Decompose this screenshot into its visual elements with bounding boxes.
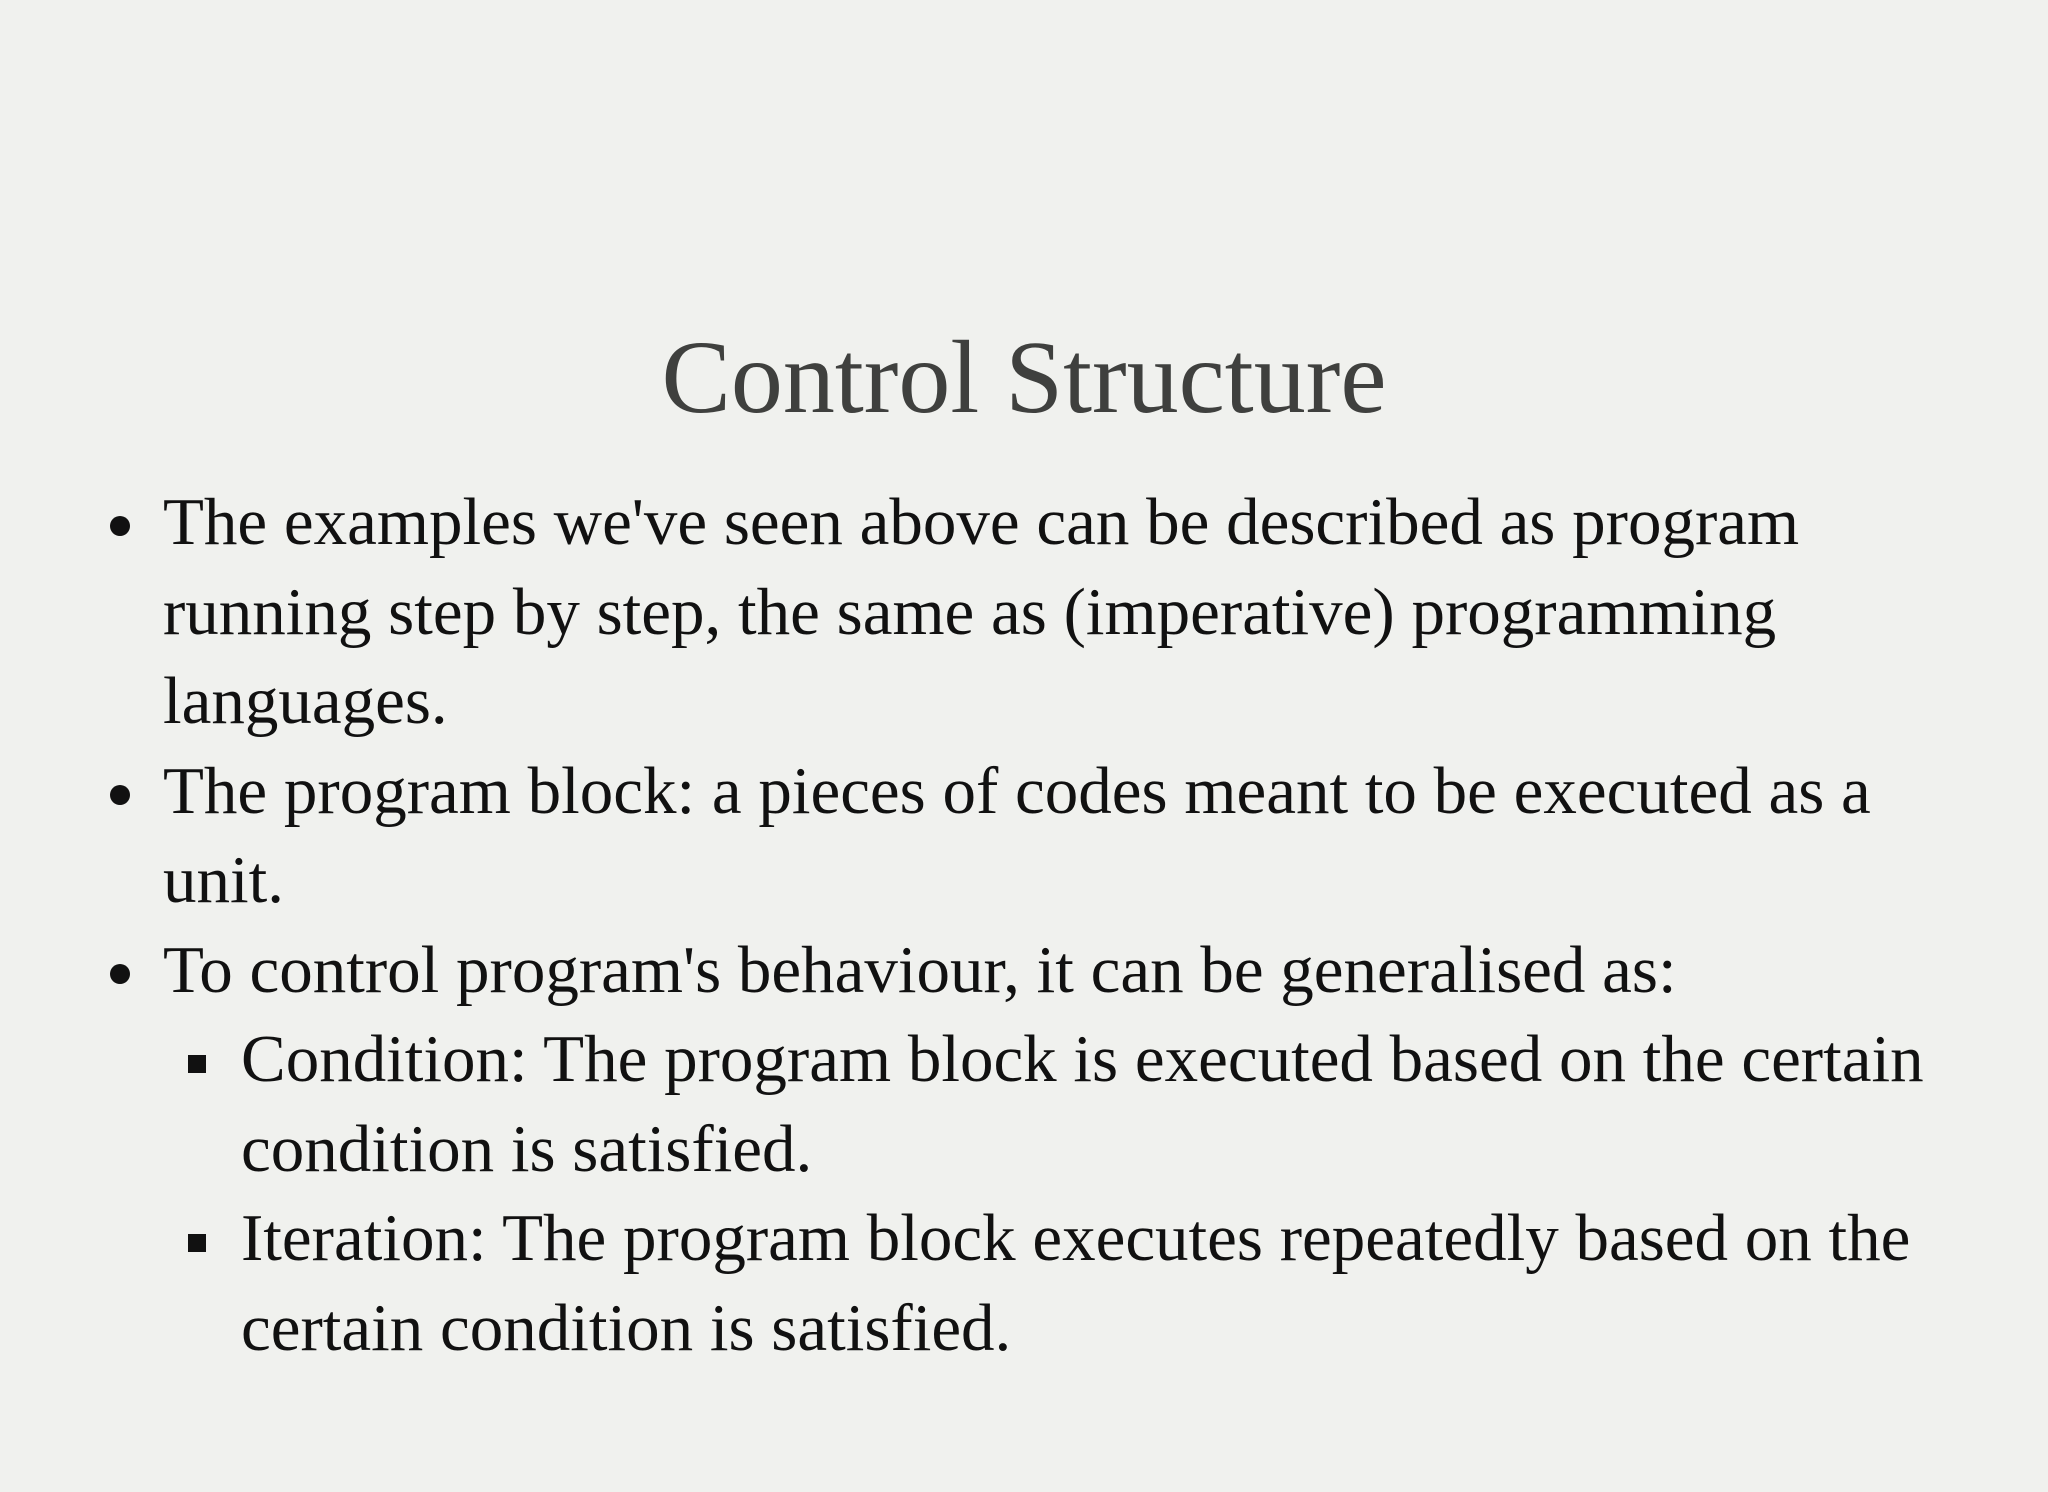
disc-bullet-icon bbox=[110, 516, 130, 536]
bullet-list bbox=[108, 478, 2008, 1015]
square-bullet-icon bbox=[188, 1055, 206, 1073]
slide-title: Control Structure bbox=[661, 320, 1387, 435]
square-bullet-icon bbox=[188, 1234, 206, 1252]
list-item-text: To control program's behaviour, it can be generalised as: bbox=[163, 932, 1677, 1007]
sub-list-item bbox=[108, 1015, 2008, 1194]
sub-list-item-text: Iteration: The program block executes repeatedly based on the certain condition is satisfied. bbox=[241, 1201, 1911, 1365]
sub-list-item-text: Condition: The program block is executed based on the certain condition is satisfied. bbox=[241, 1022, 1924, 1186]
slide-content bbox=[108, 478, 2008, 1373]
sub-bullet-list bbox=[108, 1015, 2008, 1373]
sub-list-item bbox=[108, 1194, 2008, 1373]
disc-bullet-icon bbox=[110, 964, 130, 984]
list-item-text: The program block: a pieces of codes meant to be executed as a unit. bbox=[163, 753, 1871, 917]
list-item bbox=[108, 478, 2008, 747]
list-item bbox=[108, 747, 2008, 926]
list-item-text: The examples we've seen above can be described as program running step by step, the same as (imperative) programming languages. bbox=[163, 485, 1800, 738]
list-item bbox=[108, 926, 2008, 1016]
disc-bullet-icon bbox=[110, 785, 130, 805]
